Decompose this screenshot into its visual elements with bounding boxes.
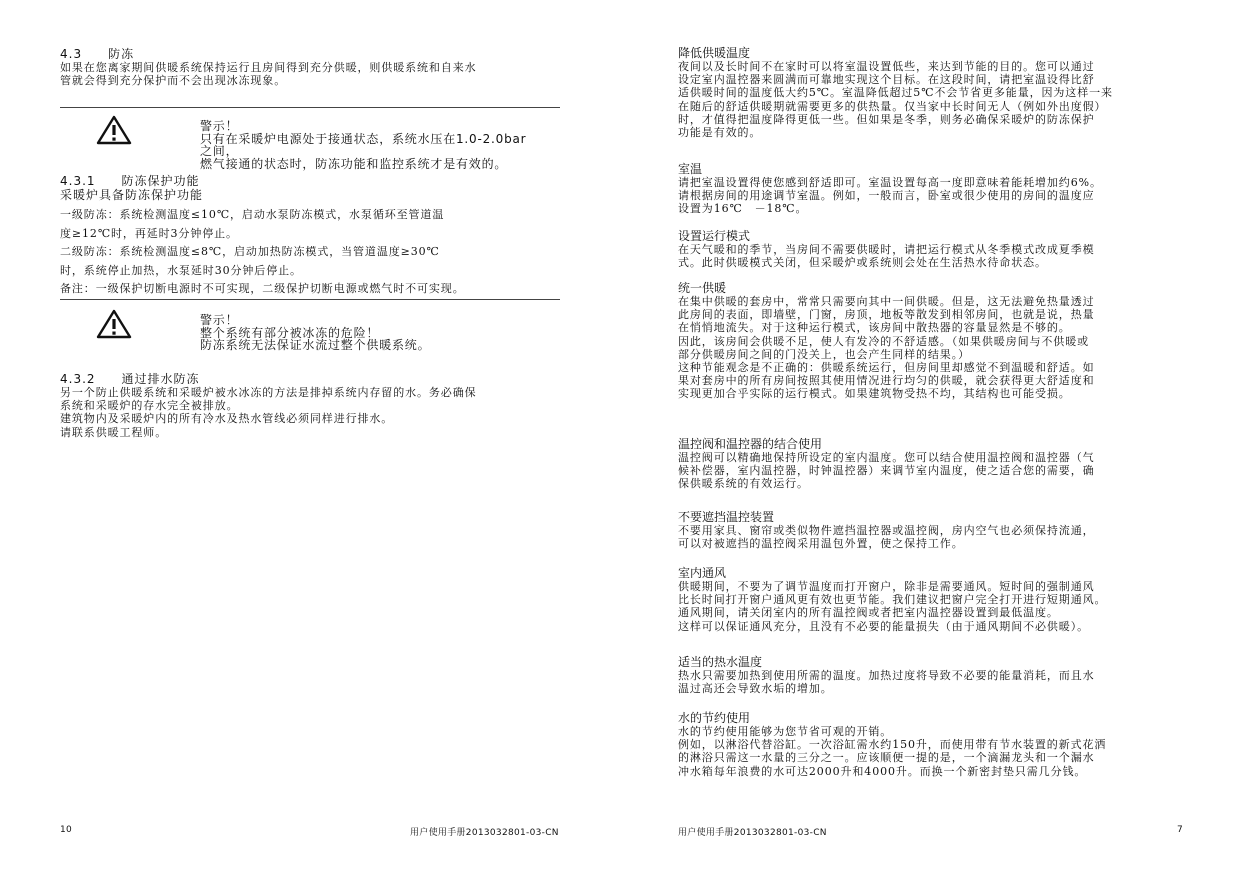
section-line: 如果在您离家期间供暖系统保持运行且房间得到充分供暖，则供暖系统和自来水 [60, 61, 477, 74]
section-line: 可以对被遮挡的温控阀采用温包外置，使之保持工作。 [678, 537, 964, 551]
section-line: 另一个防止供暖系统和采暖炉被水冰冻的方法是排掉系统内存留的水。务必确保 [60, 386, 477, 399]
section-line: 设置为16℃ －18℃。 [678, 202, 808, 216]
section-line: 不要用家具、窗帘或类似物件遮挡温控器或温控阀，房内空气也必须保持流通， [678, 524, 1095, 537]
section-line: 时，系统停止加热，水泵延时30分钟后停止。 [60, 263, 302, 277]
section-line: 这种节能观念是不正确的：供暖系统运行，但房间里却感觉不到温暖和舒适。如 [678, 361, 1095, 375]
section-title: 温控阀和温控器的结合使用 [678, 437, 823, 451]
section-line: 在集中供暖的套房中，常常只需要向其中一间供暖。但是，这无法避免热量透过 [678, 295, 1095, 308]
section-title: 适当的热水温度 [678, 655, 763, 669]
section-title: 室温 [678, 162, 703, 176]
section-line: 备注：一级保护切断电源时不可实现，二级保护切断电源或燃气时不可实现。 [60, 282, 465, 295]
section-line: 功能是有效的。 [678, 126, 762, 140]
section-line: 温控阀可以精确地保持所设定的室内温度。您可以结合使用温控阀和温控器（气 [678, 451, 1095, 464]
section-line: 请联系供暖工程师。 [60, 425, 168, 439]
section-subtitle: 采暖炉具备防冻保护功能 [60, 188, 204, 202]
section-line: 实现更加合乎实际的运行模式。如果建筑物受热不均，其结构也可能受损。 [678, 387, 1071, 401]
section-ventilation [678, 566, 1183, 633]
section-line: 保供暖系统的有效运行。 [678, 477, 809, 491]
warning-line: 只有在采暖炉电源处于接通状态，系统水压在1.0-2.0bar [200, 131, 527, 146]
section-title: 降低供暖温度 [678, 46, 751, 60]
section-line: 候补偿器，室内温控器，时钟温控器）来调节室内温度，使之适合您的需要，确 [678, 464, 1095, 478]
warning-line: 防冻系统无法保证水流过整个供暖系统。 [200, 338, 431, 352]
right-page [678, 0, 1183, 874]
section-line: 建筑物内及采暖炉内的所有冷水及热水管线必须同样进行排水。 [60, 412, 394, 426]
section-title: 水的节约使用 [678, 711, 751, 725]
section-line: 二级防冻：系统检测温度≤8℃，启动加热防冻模式，当管道温度≥30℃ [60, 245, 440, 258]
divider [60, 299, 560, 300]
section-hot-water-temp [678, 655, 1183, 695]
warning-text [200, 314, 560, 352]
warning-text [200, 120, 560, 170]
section-4-3-2 [60, 372, 560, 439]
section-line: 在悄悄地流失。对于这种运行模式，该房间中散热器的容量显然是不够的。 [678, 321, 1071, 335]
section-no-block [678, 510, 1183, 550]
page-number: 10 [60, 825, 73, 835]
warning-icon [96, 115, 132, 145]
section-valve-thermostat [678, 437, 1183, 491]
section-line: 供暖期间，不要为了调节温度而打开窗户，除非是需要通风。短时间的强制通风 [678, 580, 1095, 593]
section-lower-temp [678, 46, 1183, 139]
section-line: 时，才值得把温度降得更低一些。但如果是冬季，则务必确保采暖炉的防冻保护 [678, 112, 1095, 126]
section-title: 统一供暖 [678, 281, 727, 295]
section-line: 部分供暖房间之间的门没关上，也会产生同样的结果。） [678, 347, 970, 361]
section-line: 果对套房中的所有房间按照其使用情况进行均匀的供暖，就会获得更大舒适度和 [678, 374, 1095, 388]
section-line: 一级防冻：系统检测温度≤10℃，启动水泵防冻模式，水泵循环至管道温 [60, 208, 445, 221]
warning-line: 之间， [200, 144, 239, 158]
section-line: 在随后的舒适供暖期就需要更多的供热量。仅当家中长时间无人（例如外出度假） [678, 99, 1107, 113]
warning-box-2 [60, 299, 560, 352]
section-line: 在天气暖和的季节，当房间不需要供暖时，请把运行模式从冬季模式改成夏季模 [678, 243, 1095, 256]
section-line: 比长时间打开窗户通风更有效也更节能。我们建议把窗户完全打开进行短期通风。 [678, 593, 1107, 607]
warning-title: 警示！ [200, 313, 239, 327]
section-title: 4.3.1 防冻保护功能 [60, 174, 200, 188]
section-line: 此房间的表面，即墙壁，门窗，房顶，地板等散发到相邻房间，也就是说，热量 [678, 308, 1095, 322]
section-line: 通风期间，请关闭室内的所有温控阀或者把室内温控器设置到最低温度。 [678, 606, 1059, 620]
section-line: 适供暖时间的温度低大约5℃。室温降低超过5℃不会节省更多能量，因为这样一来 [678, 86, 1113, 100]
section-title: 不要遮挡温控装置 [678, 510, 775, 524]
section-operating-mode [678, 229, 1183, 269]
section-line: 请根据房间的用途调节室温。例如，一般而言，卧室或很少使用的房间的温度应 [678, 189, 1095, 203]
section-water-saving [678, 711, 1183, 778]
section-line: 请把室温设置得使您感到舒适即可。室温设置每高一度即意味着能耗增加约6%。 [678, 176, 1102, 189]
section-line: 例如，以淋浴代替浴缸。一次浴缸需水约150升，而使用带有节水装置的新式花洒 [678, 738, 1107, 752]
section-line: 式。此时供暖模式关闭，但采暖炉或系统则会处在生活热水待命状态。 [678, 256, 1047, 270]
section-line: 水的节约使用能够为您节省可观的开销。 [678, 725, 893, 738]
warning-line: 燃气接通的状态时，防冻功能和监控系统才是有效的。 [200, 156, 508, 171]
section-line: 的淋浴只需这一水量的三分之一。应该顺便一提的是，一个滴漏龙头和一个漏水 [678, 751, 1095, 765]
section-line: 这样可以保证通风充分，且没有不必要的能量损失（由于通风期间不必供暖）。 [678, 619, 1089, 633]
section-line: 夜间以及长时间不在家时可以将室温设置低些，来达到节能的目的。您可以通过 [678, 60, 1095, 73]
section-4-3 [60, 47, 560, 87]
section-4-3-1 [60, 174, 560, 299]
section-line: 冲水箱每年浪费的水可达2000升和4000升。而换一个新密封垫只需几分钱。 [678, 764, 1087, 778]
section-line: 度≥12℃时，再延时3分钟停止。 [60, 226, 238, 240]
section-unified-heating [678, 281, 1183, 401]
page-footer: 用户使用手册2013032801-03-CN [678, 828, 827, 838]
section-line: 温过高还会导致水垢的增加。 [678, 682, 833, 696]
section-title: 室内通风 [678, 566, 727, 580]
section-title: 4.3.2 通过排水防冻 [60, 372, 200, 386]
page-footer: 用户使用手册2013032801-03-CN [410, 828, 559, 838]
section-line: 因此，该房间会供暖不足，使人有发冷的不舒适感。（如果供暖房间与不供暖或 [678, 334, 1089, 348]
page-number: 7 [1177, 825, 1184, 835]
section-line: 设定室内温控器来圆满而可靠地实现这个目标。在这段时间，请把室温设得比舒 [678, 73, 1095, 87]
section-title: 设置运行模式 [678, 229, 751, 243]
section-line: 系统和采暖炉的存水完全被排放。 [60, 399, 239, 413]
section-line: 管就会得到充分保护而不会出现冰冻现象。 [60, 74, 287, 88]
section-room-temp [678, 162, 1183, 216]
left-page [60, 0, 560, 874]
warning-title: 警示！ [200, 119, 239, 133]
section-line: 热水只需要加热到使用所需的温度。加热过度将导致不必要的能量消耗，而且水 [678, 669, 1095, 682]
warning-box-1 [60, 107, 560, 171]
section-title: 4.3 防冻 [60, 47, 135, 61]
warning-icon [96, 309, 132, 339]
warning-line: 整个系统有部分被冰冻的危险！ [200, 325, 380, 340]
divider [60, 107, 560, 108]
